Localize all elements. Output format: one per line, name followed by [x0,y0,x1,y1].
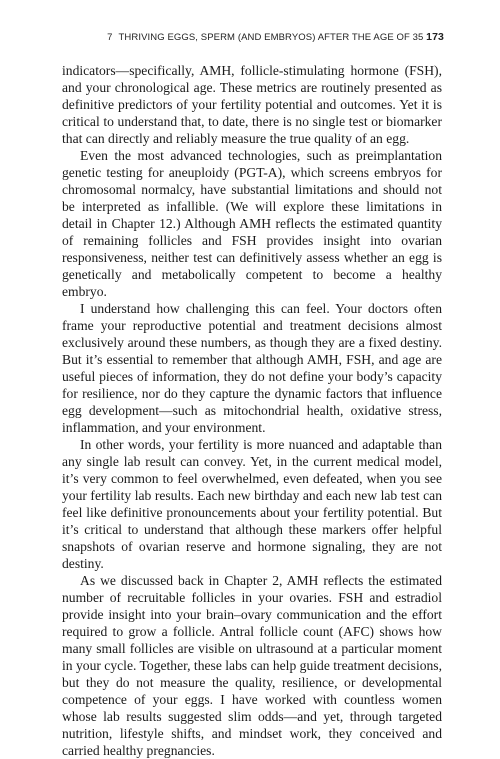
running-head [107,31,444,43]
chapter-number: 7 [107,32,113,43]
running-title: THRIVING EGGS, SPERM (AND EMBRYOS) AFTER THE AGE OF 35 [118,32,424,43]
body-text [62,62,442,759]
paragraph-2: Even the most advanced technologies, such as preimplantation genetic testing for aneuploidy (PGT-A), which screens embryos for chromosomal normalcy, have substantial limitations and should not be interpreted as infallible. (We will explore these limitations in detail in Chapter 12.) Although AMH reflects the estimated quantity of remaining follicles and FSH provides insight into ovarian responsiveness, neither test can definitively assess whether an egg is genetically and metabolically competent to become a healthy embryo. [62,148,442,299]
paragraph-4: In other words, your fertility is more nuanced and adaptable than any single lab result can convey. Yet, in the current medical model, it’s very common to feel overwhelmed, even defeated, when you see your fertility lab results. Each new birthday and each new lab test can feel like definitive pronouncements about your fertility potential. But it’s critical to understand that although these markers offer helpful snapshots of ovarian reserve and hormone signaling, they are not destiny. [62,437,442,571]
page-number: 173 [426,31,444,43]
paragraph-5: As we discussed back in Chapter 2, AMH reflects the estimated number of recruitable follicles in your ovaries. FSH and estradiol provide insight into your brain–ovary communication and the effort required to grow a follicle. Antral follicle count (AFC) shows how many small follicles are visible on ultrasound at a particular moment in your cycle. Together, these labs can help guide treatment decisions, but they do not measure the quality, resilience, or developmental competence of your eggs. I have worked with countless women whose lab results suggested slim odds—and yet, through targeted nutrition, lifestyle shifts, and mindset work, they conceived and carried healthy pregnancies. [62,573,442,758]
paragraph-1: indicators—specifically, AMH, follicle-stimulating hormone (FSH), and your chronological age. These metrics are routinely presented as definitive predictors of your fertility potential and outcomes. Yet it is critical to understand that, to date, there is no single test or biomarker that can directly and reliably measure the true quality of an egg. [62,63,442,146]
paragraph-3: I understand how challenging this can feel. Your doctors often frame your reproductive potential and treatment decisions almost exclusively around these numbers, as though they are a fixed destiny. But it’s essential to remember that although AMH, FSH, and age are useful pieces of information, they do not define your body’s capacity for resilience, nor do they capture the dynamic factors that influence egg development—such as mitochondrial health, oxidative stress, inflammation, and your environment. [62,301,442,435]
